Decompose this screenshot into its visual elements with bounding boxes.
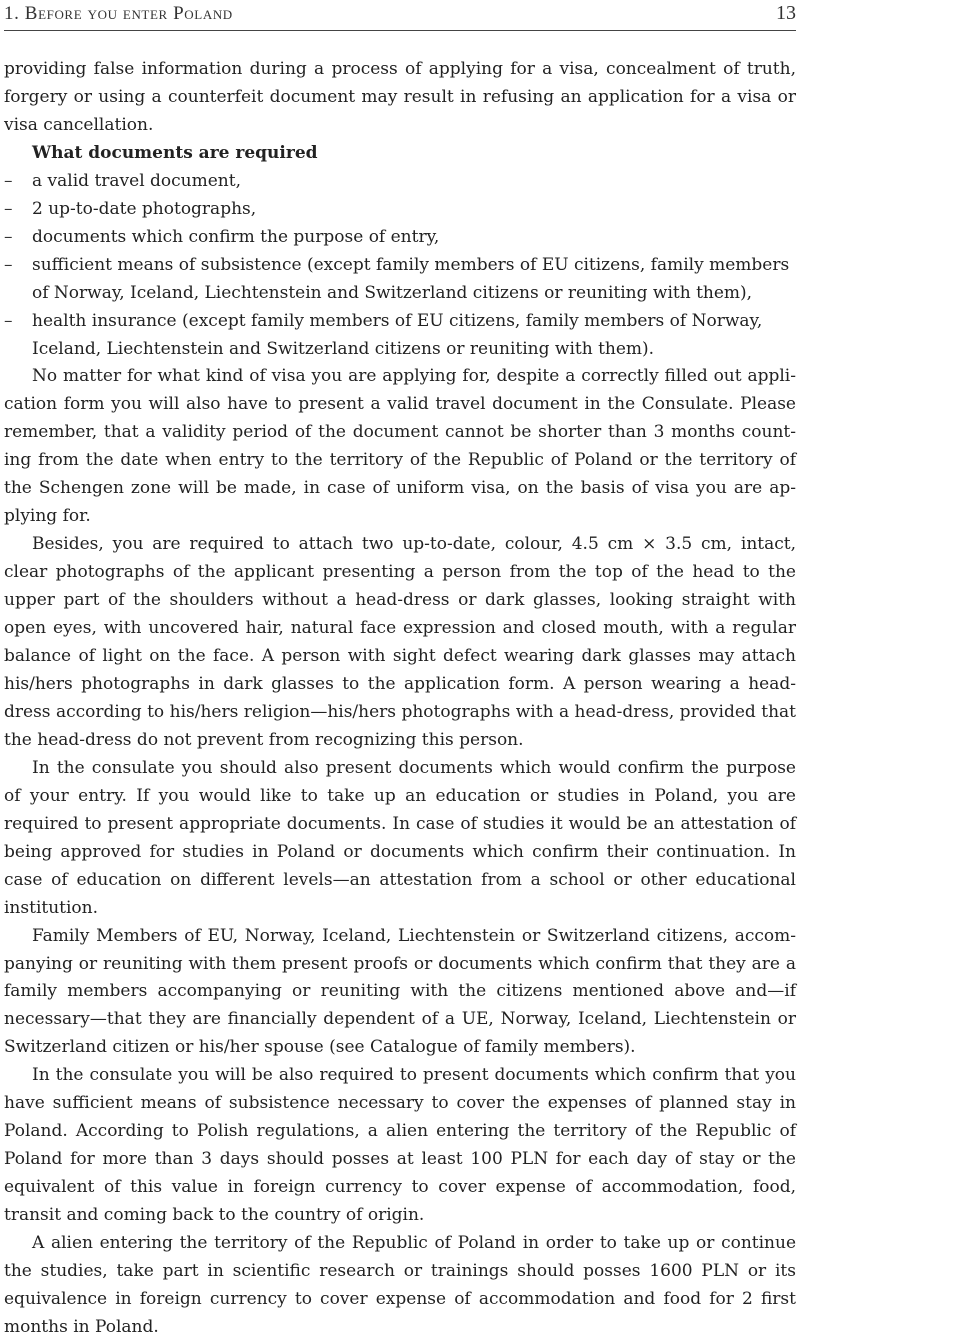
body-text <box>4 56 796 1342</box>
required-documents-list <box>4 168 796 364</box>
paragraph-studies-funds: A alien entering the territory of the Republic of Poland in order to take up or continue the studies, take part in scientific research or trainings should posses 1600 PLN or its equivalence in foreign currency to cover expense of accommodation and food for 2 first months in Poland. <box>4 1233 796 1337</box>
list-item-text: sufficient means of subsistence (except family members of EU citizens, family members of Norway, Iceland, Liechtenstein and Switzerland citizens or reuniting with them), <box>32 254 790 303</box>
list-item-text: health insurance (except family members of EU citizens, family members of Norway, Iceland, Liechtenstein and Switzerland citizens or reuniting with them). <box>32 310 763 359</box>
dash-bullet: – <box>4 198 13 219</box>
paragraph-travel-document: No matter for what kind of visa you are applying for, despite a correctly filled out application form you will also have to present a valid travel document in the Consulate. Please remember, that a validity period of the document cannot be shorter than 3 months counting from the date when entry to the territory of the Republic of Poland or the territory of the Schengen zone will be made, in case of uniform visa, on the basis of visa you are applying for. <box>4 366 796 527</box>
section-heading: What documents are required <box>32 142 318 163</box>
intro-paragraph: providing false information during a process of applying for a visa, concealment of truth, forgery or using a counterfeit document may result in refusing an application for a visa or visa cancellation. <box>4 59 796 135</box>
list-item <box>4 168 796 196</box>
paragraph-purpose-of-entry: In the consulate you should also present documents which would confirm the purpose of your entry. If you would like to take up an education or studies in Poland, you are required to present appropriate documents. In case of studies it would be an attestation of being approved for studies in Poland or documents which confirm their continuation. In case of education on different levels—an attestation from a school or other educational institution. <box>4 757 796 918</box>
dash-bullet: – <box>4 254 13 275</box>
dash-bullet: – <box>4 310 13 331</box>
dash-bullet: – <box>4 226 13 247</box>
list-item <box>4 308 796 364</box>
page-number: 13 <box>776 2 796 24</box>
list-item <box>4 224 796 252</box>
paragraph-means-of-subsistence: In the consulate you will be also required to present documents which confirm that you have sufficient means of subsistence necessary to cover the expenses of planned stay in Poland. According to Polish regulations, a alien entering the territory of the Republic of Poland for more than 3 days should posses at least 100 PLN for each day of stay or the equivalent of this value in foreign currency to cover expense of accommodation, food, transit and coming back to the country of origin. <box>4 1065 796 1226</box>
list-item-text: a valid travel document, <box>32 170 241 191</box>
paragraph-photographs: Besides, you are required to attach two up-to-date, colour, 4.5 cm × 3.5 cm, intact, clear photographs of the applicant presenting a person from the top of the head to the upper part of the shoulders without a head-dress or dark glasses, looking straight with open eyes, with uncovered hair, natural face expression and closed mouth, with a regular balance of light on the face. A person with sight defect wearing dark glasses may attach his/hers photographs in dark glasses to the application form. A person wearing a head-dress according to his/hers religion—his/hers photographs with a head-dress, provided that the head-dress do not prevent from recognizing this person. <box>4 534 796 750</box>
list-item <box>4 196 796 224</box>
dash-bullet: – <box>4 170 13 191</box>
running-header <box>4 0 796 31</box>
list-item-text: 2 up-to-date photographs, <box>32 198 257 219</box>
chapter-title: 1. Before you enter Poland <box>4 3 233 24</box>
paragraph-family-members: Family Members of EU, Norway, Iceland, Liechtenstein or Switzerland citizens, accompanying or reuniting with them present proofs or documents which confirm that they are a family members accompanying or reuniting with the citizens mentioned above and—if necessary—that they are financially dependent of a UE, Norway, Iceland, Liechtenstein or Switzerland citizen or his/her spouse (see Catalogue of family members). <box>4 925 796 1058</box>
list-item <box>4 252 796 308</box>
list-item-text: documents which confirm the purpose of entry, <box>32 226 440 247</box>
